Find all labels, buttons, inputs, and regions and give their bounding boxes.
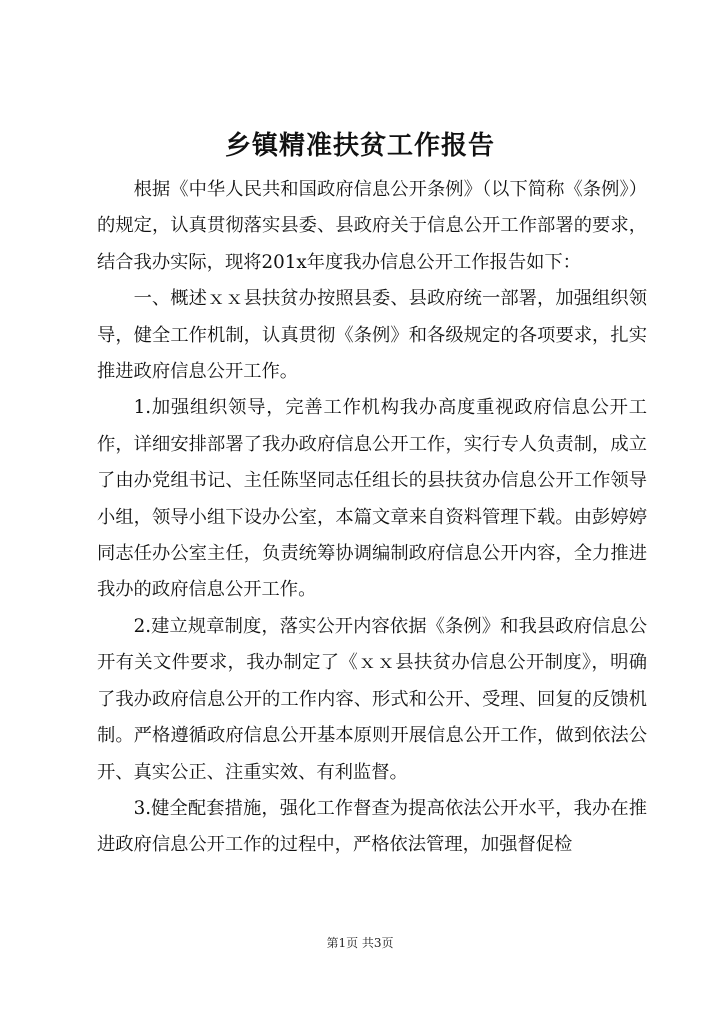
document-body [97,172,647,864]
page-number-footer: 第1页 共3页 [326,936,394,950]
paragraph-item-1: 1.加强组织领导，完善工作机构我办高度重视政府信息公开工作，详细安排部署了我办政府信息公开工作，实行专人负责制，成立了由办党组书记、主任陈坚同志任组长的县扶贫办信息公开工作领导小组，领导小组下设办公室，本篇文章来自资料管理下载。由彭婷婷同志任办公室主任，负责统筹协调编制政府信息公开内容，全力推进我办的政府信息公开工作。 [97,397,647,601]
paragraph-item-3: 3.健全配套措施，强化工作督查为提高依法公开水平，我办在推进政府信息公开工作的过程中，严格依法管理，加强督促检 [97,797,647,856]
paragraph-overview: 一、概述ｘｘ县扶贫办按照县委、县政府统一部署，加强组织领导，健全工作机制，认真贯彻《条例》和各级规定的各项要求，扎实推进政府信息公开工作。 [97,288,647,383]
paragraph-item-2: 2.建立规章制度，落实公开内容依据《条例》和我县政府信息公开有关文件要求，我办制定了《ｘｘ县扶贫办信息公开制度》，明确了我办政府信息公开的工作内容、形式和公开、受理、回复的反馈机制。严格遵循政府信息公开基本原则开展信息公开工作，做到依法公开、真实公正、注重实效、有利监督。 [97,615,647,783]
paragraph-intro: 根据《中华人民共和国政府信息公开条例》（以下简称《条例》）的规定，认真贯彻落实县委、县政府关于信息公开工作部署的要求，结合我办实际，现将201x年度我办信息公开工作报告如下： [97,179,647,273]
document-title: 乡镇精准扶贫工作报告 [224,131,495,161]
